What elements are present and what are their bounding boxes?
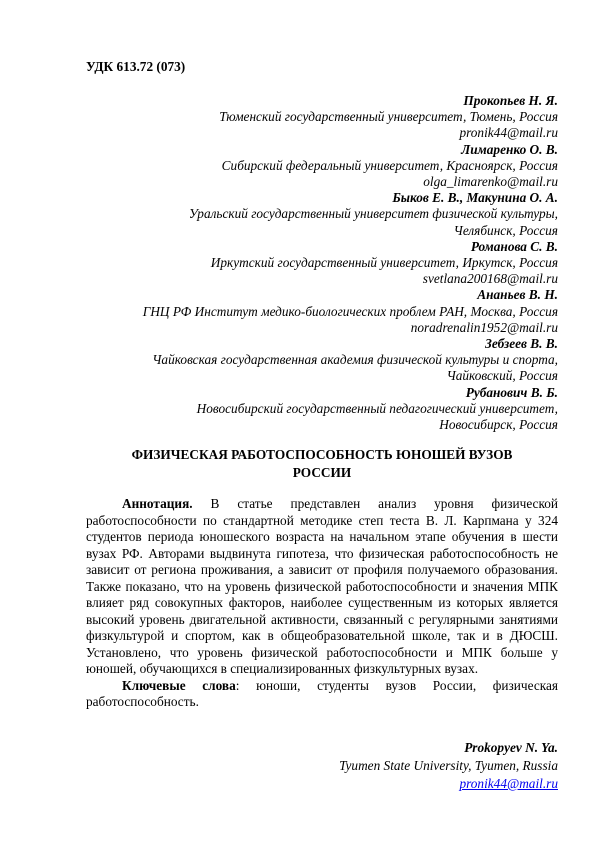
keywords-label: Ключевые слова xyxy=(122,677,236,693)
author-email: pronik44@mail.ru xyxy=(459,125,558,141)
author-name: Зебзеев В. В. xyxy=(485,336,558,352)
abstract-label: Аннотация. xyxy=(122,496,193,511)
udk-code: УДК 613.72 (073) xyxy=(86,59,186,74)
author-entry xyxy=(86,385,558,434)
english-author-name: Prokopyev N. Ya. xyxy=(464,740,558,755)
paper-title-line: РОССИИ xyxy=(292,465,352,480)
english-author-email xyxy=(86,775,558,793)
abstract-block xyxy=(86,496,558,711)
author-entry xyxy=(86,190,558,239)
author-entry xyxy=(86,287,558,336)
author-affiliation-city: Челябинск, Россия xyxy=(453,222,558,238)
author-affiliation: Тюменский государственный университет, Тюмень, Россия xyxy=(219,109,558,125)
author-name: Ананьев В. Н. xyxy=(477,287,558,303)
keywords-text: : юноши, студенты вузов России, физическая работоспособность. xyxy=(86,677,558,709)
paper-title-line: ФИЗИЧЕСКАЯ РАБОТОСПОСОБНОСТЬ ЮНОШЕЙ ВУЗОВ xyxy=(131,447,513,462)
author-name: Романова С. В. xyxy=(470,238,558,254)
author-email: svetlana200168@mail.ru xyxy=(422,271,558,287)
author-entry xyxy=(86,239,558,288)
abstract-paragraph xyxy=(86,496,558,678)
author-affiliation: Сибирский федеральный университет, Красноярск, Россия xyxy=(221,157,558,173)
paper-title xyxy=(86,446,558,482)
author-name: Прокопьев Н. Я. xyxy=(463,93,558,108)
author-name: Быков Е. В., Макунина О. А. xyxy=(392,190,558,206)
author-affiliation: Новосибирский государственный педагогический университет, xyxy=(196,400,558,416)
author-affiliation-city: Новосибирск, Россия xyxy=(439,417,558,433)
author-name: Лимаренко О. В. xyxy=(461,141,558,157)
author-entry xyxy=(86,93,558,142)
author-email: noradrenalin1952@mail.ru xyxy=(410,319,558,335)
english-author-block xyxy=(86,739,558,793)
author-entry xyxy=(86,142,558,191)
email-link[interactable]: pronik44@mail.ru xyxy=(459,776,558,791)
author-entry xyxy=(86,336,558,385)
author-email: olga_limarenko@mail.ru xyxy=(423,174,558,190)
author-affiliation: Чайковская государственная академия физической культуры и спорта, xyxy=(152,352,558,368)
keywords-paragraph xyxy=(86,678,558,711)
english-author-affiliation: Tyumen State University, Tyumen, Russia xyxy=(339,758,558,773)
author-name: Рубанович В. Б. xyxy=(465,384,558,400)
author-affiliation: ГНЦ РФ Институт медико-биологических проблем РАН, Москва, Россия xyxy=(142,303,558,319)
author-affiliation-city: Чайковский, Россия xyxy=(446,368,558,384)
abstract-text: В статье представлен анализ уровня физической работоспособности по стандартной методике степ теста В. Л. Карпмана у 324 студентов периода юношеского возраста на начальном этапе обучения в шести вузах РФ. Авторами выдвинута гипотеза, что физическая работоспособность не зависит от региона проживания, а зависит от профиля получаемого образования. Также показано, что на уровень физической работоспособности и значения МПК влияет ряд совокупных факторов, наиболее существенным из которых является высокий уровень двигательной активности, связанный с регулярными занятиями физкультурой и спортом, как в общеобразовательной школе, так и в ДЮСШ. Установлено, что уровень физической работоспособности и МПК больше у юношей, обучающихся в специализированных физкультурных вузах. xyxy=(86,496,558,676)
authors-block xyxy=(86,93,558,433)
author-affiliation: Уральский государственный университет физической культуры, xyxy=(188,206,558,222)
author-affiliation: Иркутский государственный университет, Иркутск, Россия xyxy=(210,255,558,271)
